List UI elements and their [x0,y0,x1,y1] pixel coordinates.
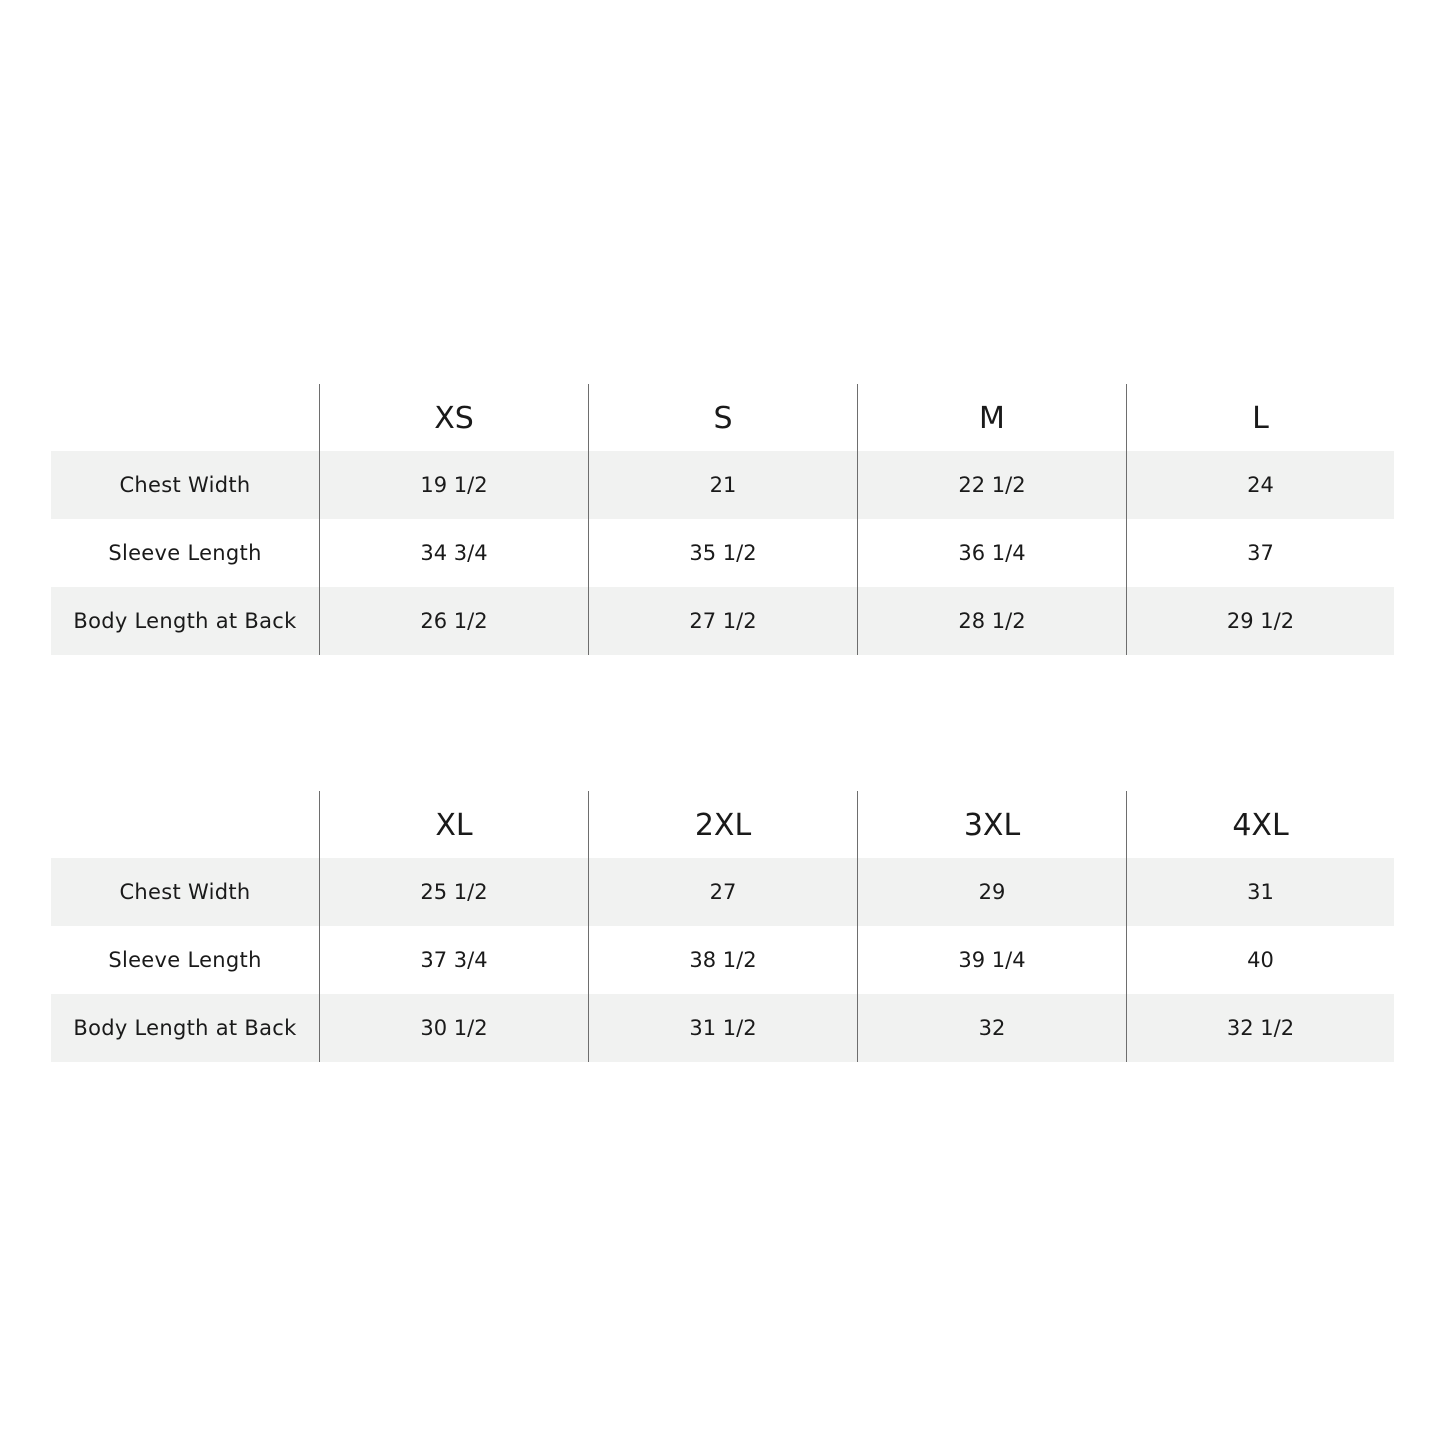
measurement-cell: 19 1/2 [320,451,589,519]
measurement-cell: 39 1/4 [858,926,1127,994]
row-label: Body Length at Back [51,994,320,1062]
size-chart-table-1 [51,384,1394,655]
header-corner [51,384,320,451]
size-chart-table-2 [51,791,1394,1062]
measurement-cell: 26 1/2 [320,587,589,655]
measurement-cell: 37 [1247,541,1274,565]
size-header: 2XL [589,791,858,858]
measurement-cell: 24 [1127,451,1394,519]
size-header: L [1252,401,1269,436]
measurement-cell: 37 3/4 [320,926,589,994]
row-label: Sleeve Length [51,926,320,994]
size-header: 3XL [858,791,1127,858]
header-corner [51,791,320,858]
size-header: S [589,384,858,451]
measurement-cell: 29 1/2 [1127,587,1394,655]
row-label: Chest Width [51,451,320,519]
row-label: Chest Width [51,858,320,926]
measurement-cell: 40 [1247,948,1274,972]
measurement-cell: 27 [589,858,858,926]
size-header: XS [320,384,589,451]
measurement-cell: 29 [858,858,1127,926]
size-header: 4XL [1232,808,1289,843]
measurement-cell: 32 [858,994,1127,1062]
measurement-cell: 27 1/2 [589,587,858,655]
row-label: Sleeve Length [51,519,320,587]
measurement-cell: 38 1/2 [589,926,858,994]
measurement-cell: 34 3/4 [320,519,589,587]
measurement-cell: 31 [1127,858,1394,926]
measurement-cell: 25 1/2 [320,858,589,926]
measurement-cell: 36 1/4 [858,519,1127,587]
row-label: Body Length at Back [51,587,320,655]
measurement-cell: 21 [589,451,858,519]
measurement-cell: 28 1/2 [858,587,1127,655]
measurement-cell: 22 1/2 [858,451,1127,519]
measurement-cell: 32 1/2 [1127,994,1394,1062]
size-header: XL [320,791,589,858]
measurement-cell: 31 1/2 [589,994,858,1062]
size-header: M [858,384,1127,451]
measurement-cell: 30 1/2 [320,994,589,1062]
measurement-cell: 35 1/2 [589,519,858,587]
